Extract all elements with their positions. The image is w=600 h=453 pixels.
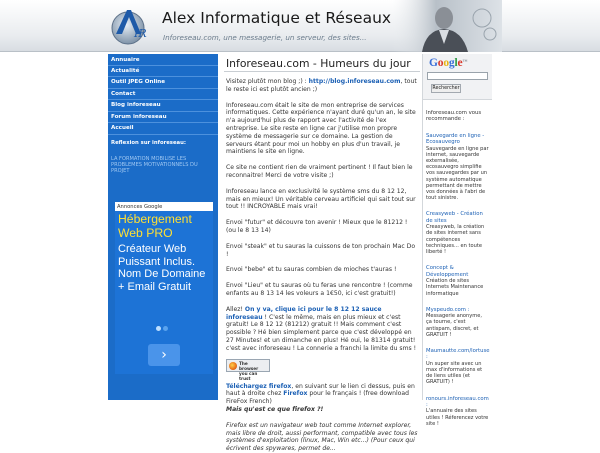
lieu-paragraph: Envoi "Lieu" et tu sauras où tu feras une rencontre ! (comme enfants au 8 13 14 les voleurs a 1€50, ici c'est gratuit!): [226, 282, 413, 297]
firefox-badge[interactable]: The browser you can trust: [226, 359, 270, 372]
site-tagline: Inforeseau.com, une messagerie, un serveur, des sites...: [163, 33, 367, 42]
recommend-link[interactable]: Sauvegarde en ligne - Ecosauvegro: [426, 132, 485, 146]
google-search-box: [423, 54, 492, 100]
left-nav: [108, 54, 218, 135]
recommend-desc: L'annuaire des sites utiles ! Réferencez votre site !: [426, 408, 489, 427]
svg-text:IR: IR: [134, 27, 147, 40]
ad-next-arrow-icon[interactable]: ›: [148, 344, 180, 366]
firefox-description: Firefox est un navigateur web tout comme Internet explorer, mais libre de droit, aussi performant, compatible avec tous les systèmes d'exploitation (linux, Mac, Win etc...) (Pour ceux qui écrivent des spywares, permet de...: [226, 421, 418, 453]
google-ad[interactable]: [115, 202, 213, 374]
bebe-paragraph: Envoi "bebe" et tu sauras combien de mioches t'auras !: [226, 266, 397, 274]
firefox-fr-link[interactable]: Firefox: [283, 390, 308, 398]
sms-paragraph: Inforeseau lance en exclusivité le système sms du 8 12 12, mais en mieux! Un véritable cerveau artificiel qui sait tout sur tout !! INCROYABLE mais vrai!: [226, 187, 416, 211]
main-content: [224, 56, 420, 453]
recommend-desc: Creasyweb, la création de sites internet sans compétences techniques... en toute liberté !: [426, 224, 485, 256]
nav-contact[interactable]: Contact: [108, 89, 218, 101]
sms-812-link[interactable]: On y va, clique ici pour le 8 12 12 sauce inforeseau: [226, 305, 382, 321]
recommend-item: [423, 211, 492, 255]
reflexion-heading: Reflexion sur inforeseau:: [111, 139, 186, 146]
recommend-link[interactable]: Maumautte.com/lortuse :: [426, 347, 490, 361]
recommend-link[interactable]: Myspeudo.com :: [426, 306, 470, 313]
firefox-paragraph: Téléchargez firefox, en suivant sur le lien ci dessus, puis en haut à droite chez Firefox pour le français ! (free download FireFox French): [226, 382, 415, 406]
nav-outil-jpeg[interactable]: Outil JPEG Online: [108, 77, 218, 89]
google-search-button[interactable]: Rechercher: [432, 86, 460, 91]
firefox-question: Mais qu'est ce que firefox ?!: [226, 405, 324, 413]
recommend-link[interactable]: Concept & Développement: [426, 265, 469, 278]
ad-provider: Annonces Google: [115, 202, 213, 211]
page-title: Inforeseau.com - Humeurs du jour: [224, 56, 420, 72]
air-logo-icon: [110, 4, 156, 48]
recommend-item: [423, 265, 492, 296]
ad-body[interactable]: Créateur Web Puissant Inclus. Nom De Domaine + Email Gratuit: [118, 243, 206, 293]
firefox-icon: [229, 362, 237, 370]
futur-paragraph: Envoi "futur" et découvre ton avenir ! Mieux que le 81212 ! (ou le 8 13 14): [226, 219, 408, 234]
recommend-item: [423, 348, 492, 386]
recommend-desc: Création de sites Internets Maintenance informatique: [426, 278, 484, 297]
header-person-image: [392, 0, 502, 52]
google-search-input[interactable]: [427, 72, 488, 80]
blog-link[interactable]: http://blog.inforeseau.com: [308, 78, 401, 85]
ad-headline[interactable]: Hébergement Web PRO: [118, 212, 192, 240]
recommend-item: [423, 133, 492, 202]
disclaimer-paragraph: Ce site ne contient rien de vraiment pertinent ! Il faut bien le reconnaitre! Merci de votre visite ;): [226, 164, 413, 179]
nav-blog[interactable]: Blog inforeseau: [108, 100, 218, 112]
blog-paragraph: Visitez plutôt mon blog ;) : http://blog.inforeseau.com, tout le reste ici est plutôt ancien ;): [226, 78, 417, 93]
firefox-download-link[interactable]: Téléchargez firefox: [226, 382, 292, 390]
ad-dot-1[interactable]: [156, 326, 161, 331]
nav-annuaire[interactable]: Annuaire: [108, 54, 218, 66]
google-logo-icon: Google™: [429, 57, 468, 69]
firefox-badge-row: [224, 359, 420, 382]
recommend-desc: Un super site avec un max d'informations et de liens utiles (et GRATUIT) !: [426, 360, 483, 386]
nav-forum[interactable]: Forum inforeseau: [108, 112, 218, 124]
recommend-item: [423, 396, 492, 427]
recommend-intro: Inforeseau.com vous recommande :: [426, 110, 482, 123]
allez-paragraph: Allez! On y va, clique ici pour le 8 12 12 sauce inforeseau ! C'est le même, mais en plus mieux et c'est gratuit! Le 8 12 12 (81212) gratuit !! Mais comment c'est possible ? Hé bien simplement parce que c'est développé en 27 Minutes! et un dimanche en plus! Hé oui, le 81314 gratuit! c'est avec inforeseau ! La connerie a franchi la limite du sms !: [226, 305, 417, 352]
site-header: [0, 0, 600, 52]
recommend-link[interactable]: Creasyweb - Création de sites: [426, 211, 483, 224]
right-sidebar: [422, 54, 492, 427]
nav-accueil[interactable]: Accueil: [108, 123, 218, 135]
site-title[interactable]: Alex Informatique et Réseaux: [162, 9, 392, 27]
nav-actualite[interactable]: Actualité: [108, 66, 218, 78]
formation-text: LA FORMATION MOBILISE LES PROBLEMES MOTIVATIONNELS DU PROJET: [111, 155, 198, 175]
recommend-item: [423, 307, 492, 338]
recommend-link[interactable]: ronours.inforeseau.com :: [426, 395, 489, 408]
steak-paragraph: Envoi "steak" et tu sauras la cuissons de ton prochain Mac Do !: [226, 242, 416, 258]
ad-pager: [156, 326, 174, 332]
recommend-desc: Messagerie anonyme, ça tourne, c'est antispam, discret, et GRATUIT !: [426, 313, 483, 338]
intro-paragraph: Inforeseau.com était le site de mon entreprise de services informatiques. Cette expérience n'ayant duré qu'un an, le site n'a aujourd'hui plus de rapport avec l'activité de l'ex entreprise. Le site reste en ligne car j'utilise mon propre système de messagerie sur ce domaine. La gestion de serveurs étant pour moi un hobby en plus d'un travail, je maintiens le site en ligne.: [226, 101, 416, 156]
ad-dot-2[interactable]: [163, 326, 168, 331]
recommend-desc: Sauvegarde en ligne par internet, sauvegarde externalisée, ecosauvegro simplifie vos sauvegardes par un système automatique permettant de mettre vos données à l'abri de tout sinistre.: [426, 145, 489, 202]
